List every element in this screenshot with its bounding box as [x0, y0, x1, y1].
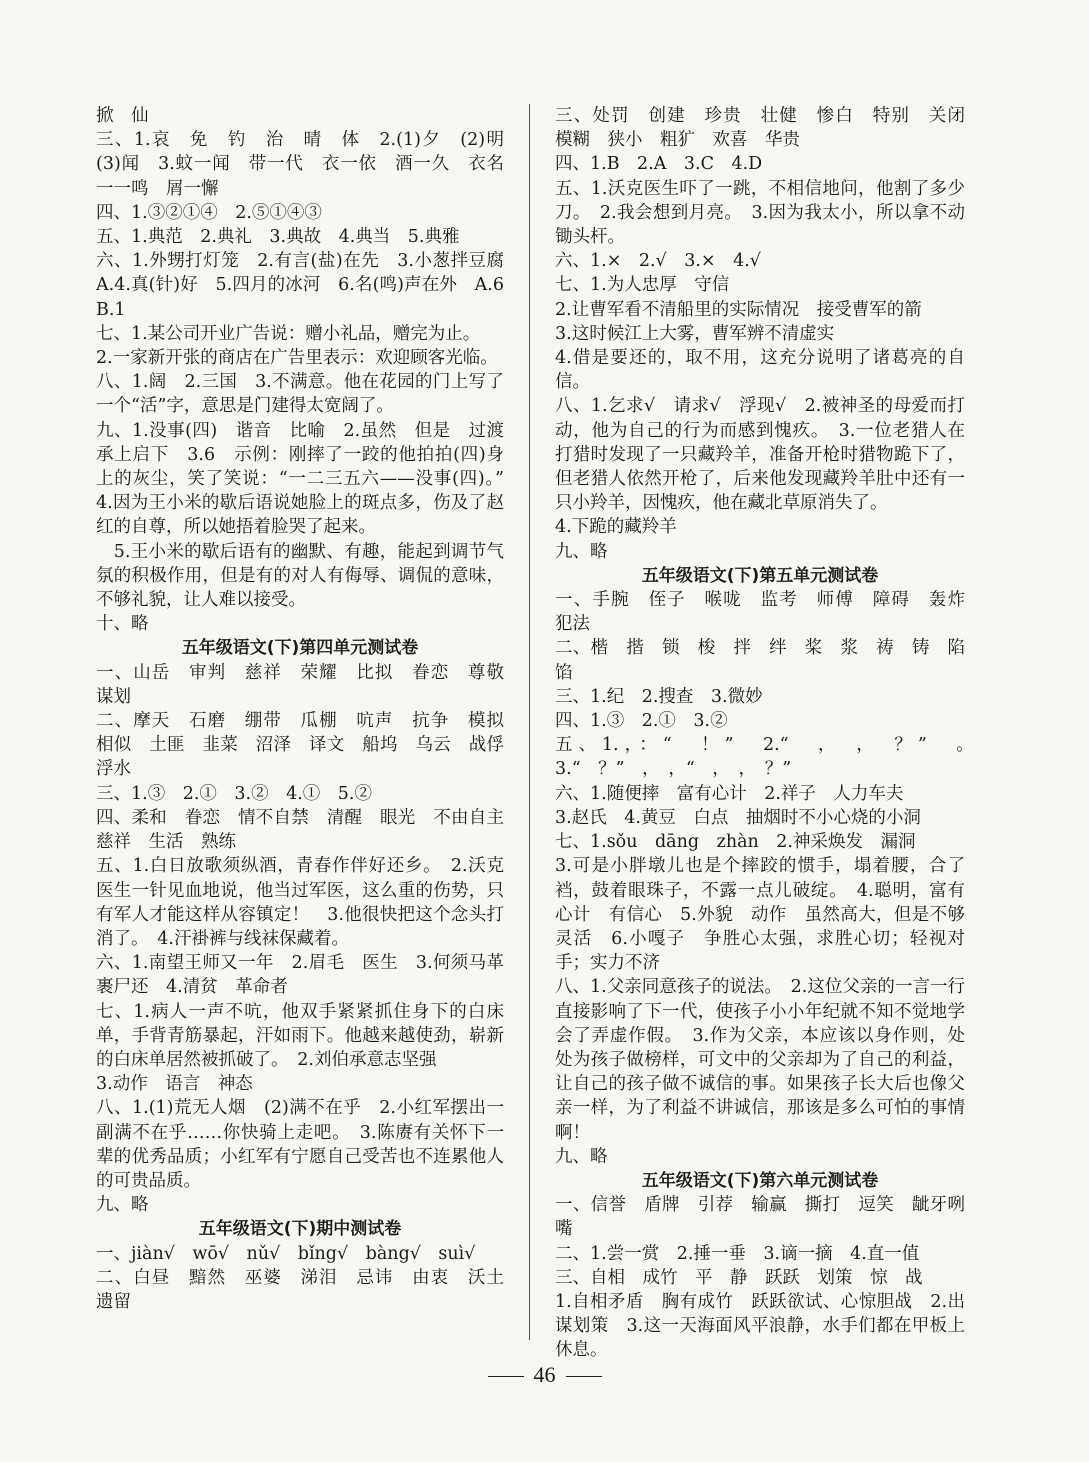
answer-line: 4.下跪的藏羚羊 [555, 517, 677, 538]
section-title: 五年级语文(下)第五单元测试卷 [641, 565, 879, 586]
answer-line: 九、略 [555, 541, 608, 562]
answer-line: 四、1.③②①④ 2.⑤①④③ [96, 202, 322, 223]
answer-line: 3.动作 语言 神态 [96, 1074, 253, 1095]
right-column [555, 104, 983, 1363]
answer-line: 3.这时候江上大雾，曹军辨不清虚实 [555, 323, 835, 344]
answer-line: 2.一家新开张的商店在广告里表示：欢迎顾客光临。 [96, 348, 498, 369]
answer-line: 八、1.阔 2.三国 3.不满意。他在花园的门上写了一个“活”字，意思是门建得太宽阔了。 [96, 372, 504, 417]
answer-line: 掀 仙 [96, 106, 149, 126]
answer-line: 七、1.为人忠厚 守信 [555, 275, 730, 296]
answer-line: 六、1.× 2.√ 3.× 4.√ [555, 251, 761, 272]
answer-line: 三、自相 成竹 平 静 跃跃 划策 惊 战 [555, 1267, 923, 1288]
answer-line: 六、1.南望王师又一年 2.眉毛 医生 3.何须马革裹尸还 4.清贫 革命者 [96, 953, 504, 998]
answer-line: 二、摩天 石磨 绷带 瓜棚 吭声 抗争 模拟 相似 土匪 韭菜 沼泽 译文 船坞 乌云 战俘 浮水 [96, 711, 522, 780]
answer-line: 八、1.(1)荒无人烟 (2)满不在乎 2.小红军摆出一副满不在乎……你快骑上走吧。 3.陈赓有关怀下一辈的优秀品质；小红军有宁愿自己受苦也不连累他人的可贵品质。 [96, 1098, 504, 1191]
answer-line: 十、略 [96, 614, 149, 635]
answer-line: 九、略 [555, 1146, 608, 1167]
answer-line: 七、1.病人一声不吭，他双手紧紧抓住身下的白床单，手背青筋暴起，汗如雨下。他越来越使劲，崭新的白床单居然被抓破了。 2.刘伯承意志坚强 [96, 1001, 504, 1070]
column-divider [529, 104, 530, 1340]
answer-line: 4.借是要还的，取不用，这充分说明了诸葛亮的自信。 [555, 348, 965, 393]
answer-line: 四、1.③ 2.① 3.② [555, 711, 728, 732]
page-number: 46 [533, 1362, 556, 1387]
answer-line: 3.赵氏 4.黄豆 白点 抽烟时不小心烧的小洞 [555, 807, 921, 828]
answer-line: 一、jiàn√ wō√ nǔ√ bǐng√ bàng√ suì√ [96, 1243, 476, 1264]
answer-line: 二、1.尝一赏 2.捶一垂 3.谪一摘 4.直一值 [555, 1243, 920, 1264]
footer-dash-right [566, 1376, 602, 1377]
answer-line: 六、1.随便摔 富有心计 2.祥子 人力车夫 [555, 783, 904, 804]
answer-line: 七、1.某公司开业广告说：赠小礼品，赠完为止。 [96, 323, 481, 344]
answer-line: 三、1.哀 免 钓 治 晴 体 2.(1)夕 (2)明 (3)闻 3.蚊一闻 带一代 衣一依 酒一久 衣名一一鸣 屑一懈 [96, 130, 522, 199]
answer-line: 三、1.③ 2.① 3.② 4.① 5.② [96, 783, 372, 804]
answer-line: 五、1.沃克医生吓了一跳，不相信地问，他割了多少刀。 2.我会想到月亮。 3.因为我太小，所以拿不动锄头杆。 [555, 178, 965, 248]
answer-line: 九、略 [96, 1195, 149, 1216]
answer-line: 3.可是小胖墩儿也是个摔跤的惯手，塌着腰，合了裆，鼓着眼珠子，不露一点儿破绽。 4.聪明，富有心计 有信心 5.外貌 动作 虽然高大，但是不够灵活 6.小嘎子 争胜心太强，求胜心切；轻视对手；实力不济 [555, 856, 965, 974]
answer-line: 八、1.父亲同意孩子的说法。 2.这位父亲的一言一行直接影响了下一代，使孩子小小年纪就不知不觉地学会了弄虚作假。 3.作为父亲，本应该以身作则，处处为孩子做榜样，可文中的父亲却为了自己的利益，让自己的孩子做不诚信的事。如果孩子长大后也像父亲一样，为了利益不讲诚信，那该是多么可怕的事情啊！ [555, 977, 965, 1143]
answer-line: 五、1.典范 2.典礼 3.典故 4.典当 5.典雅 [96, 227, 460, 248]
answer-line: 七、1.sǒu dāng zhàn 2.神采焕发 漏洞 [555, 832, 916, 853]
answer-line: 八、1.乞求√ 请求√ 浮现√ 2.被神圣的母爱而打动，他为自己的行为而感到愧疚。 3.一位老猎人在打猎时发现了一只藏羚羊，准备开枪时猎物跪下了，但老猎人依然开枪了，后来他发现藏羚羊肚中还有一只小羚羊，因愧疚，他在藏北草原消失了。 [555, 396, 965, 514]
answer-line: 二、楷 揩 锁 梭 拌 绊 桨 浆 祷 铸 陷 馅 [555, 638, 983, 683]
answer-line: 二、白昼 黯然 巫婆 涕泪 忌讳 由衷 沃土 遗留 [96, 1267, 522, 1312]
left-column [96, 104, 522, 1314]
answer-line: 五、1.，：“ ！” 2.“ ， ， ？” 。 3.“ ？” ， ，“ ， ， ？” [555, 735, 983, 780]
answer-line: 一、手腕 侄子 喉咙 监考 师傅 障碍 轰炸 犯法 [555, 590, 983, 635]
answer-line: 一、信誉 盾牌 引荐 输赢 撕打 逗笑 龇牙咧嘴 [555, 1195, 965, 1240]
answer-line: 三、1.纪 2.搜查 3.微妙 [555, 686, 763, 707]
footer-dash-left [488, 1376, 524, 1377]
section-title: 五年级语文(下)第六单元测试卷 [641, 1170, 879, 1191]
page-footer [0, 1362, 1089, 1388]
answer-line: 2.让曹军看不清船里的实际情况 接受曹军的箭 [555, 299, 922, 320]
answer-line: 五、1.白日放歌须纵酒，青春作伴好还乡。 2.沃克医生一针见血地说，他当过军医，这么重的伤势，只有军人才能这样从容镇定！ 3.他很快把这个念头打消了。 4.汗褂裤与线袜保藏着。 [96, 856, 504, 949]
section-title: 五年级语文(下)期中测试卷 [198, 1219, 402, 1240]
answer-line: 六、1.外甥打灯笼 2.有言(盐)在先 3.小葱拌豆腐 A.4.真(针)好 5.四月的冰河 6.名(鸣)声在外 A.6 B.1 [96, 251, 522, 320]
answer-line: 九、1.没事(四) 谐音 比喻 2.虽然 但是 过渡 承上启下 3.6 示例：刚摔了一跤的他拍拍(四)身上的灰尘，笑了笑说：“一二三五六——没事(四)。” 4.因为王小米的歇后语说她脸上的斑点多，伤及了赵红的自尊，所以她捂着脸哭了起来。 [96, 420, 522, 538]
answer-line: 四、柔和 眷恋 情不自禁 清醒 眼光 不由自主 慈祥 生活 熟练 [96, 807, 522, 853]
answer-line: 1.自相矛盾 胸有成竹 跃跃欲试、心惊胆战 2.出谋划策 3.这一天海面风平浪静，水手们都在甲板上休息。 [555, 1291, 965, 1361]
answer-line: 三、处罚 创建 珍贵 壮健 惨白 特别 关闭 模糊 狭小 粗犷 欢喜 华贵 [555, 106, 983, 151]
section-title: 五年级语文(下)第四单元测试卷 [181, 638, 419, 659]
answer-line: 四、1.B 2.A 3.C 4.D [555, 154, 763, 175]
answer-line: 一、山岳 审判 慈祥 荣耀 比拟 眷恋 尊敬 谋划 [96, 662, 522, 707]
answer-line: 5.王小米的歇后语有的幽默、有趣，能起到调节气氛的积极作用，但是有的对人有侮辱、调侃的意味，不够礼貌，让人难以接受。 [96, 541, 504, 611]
